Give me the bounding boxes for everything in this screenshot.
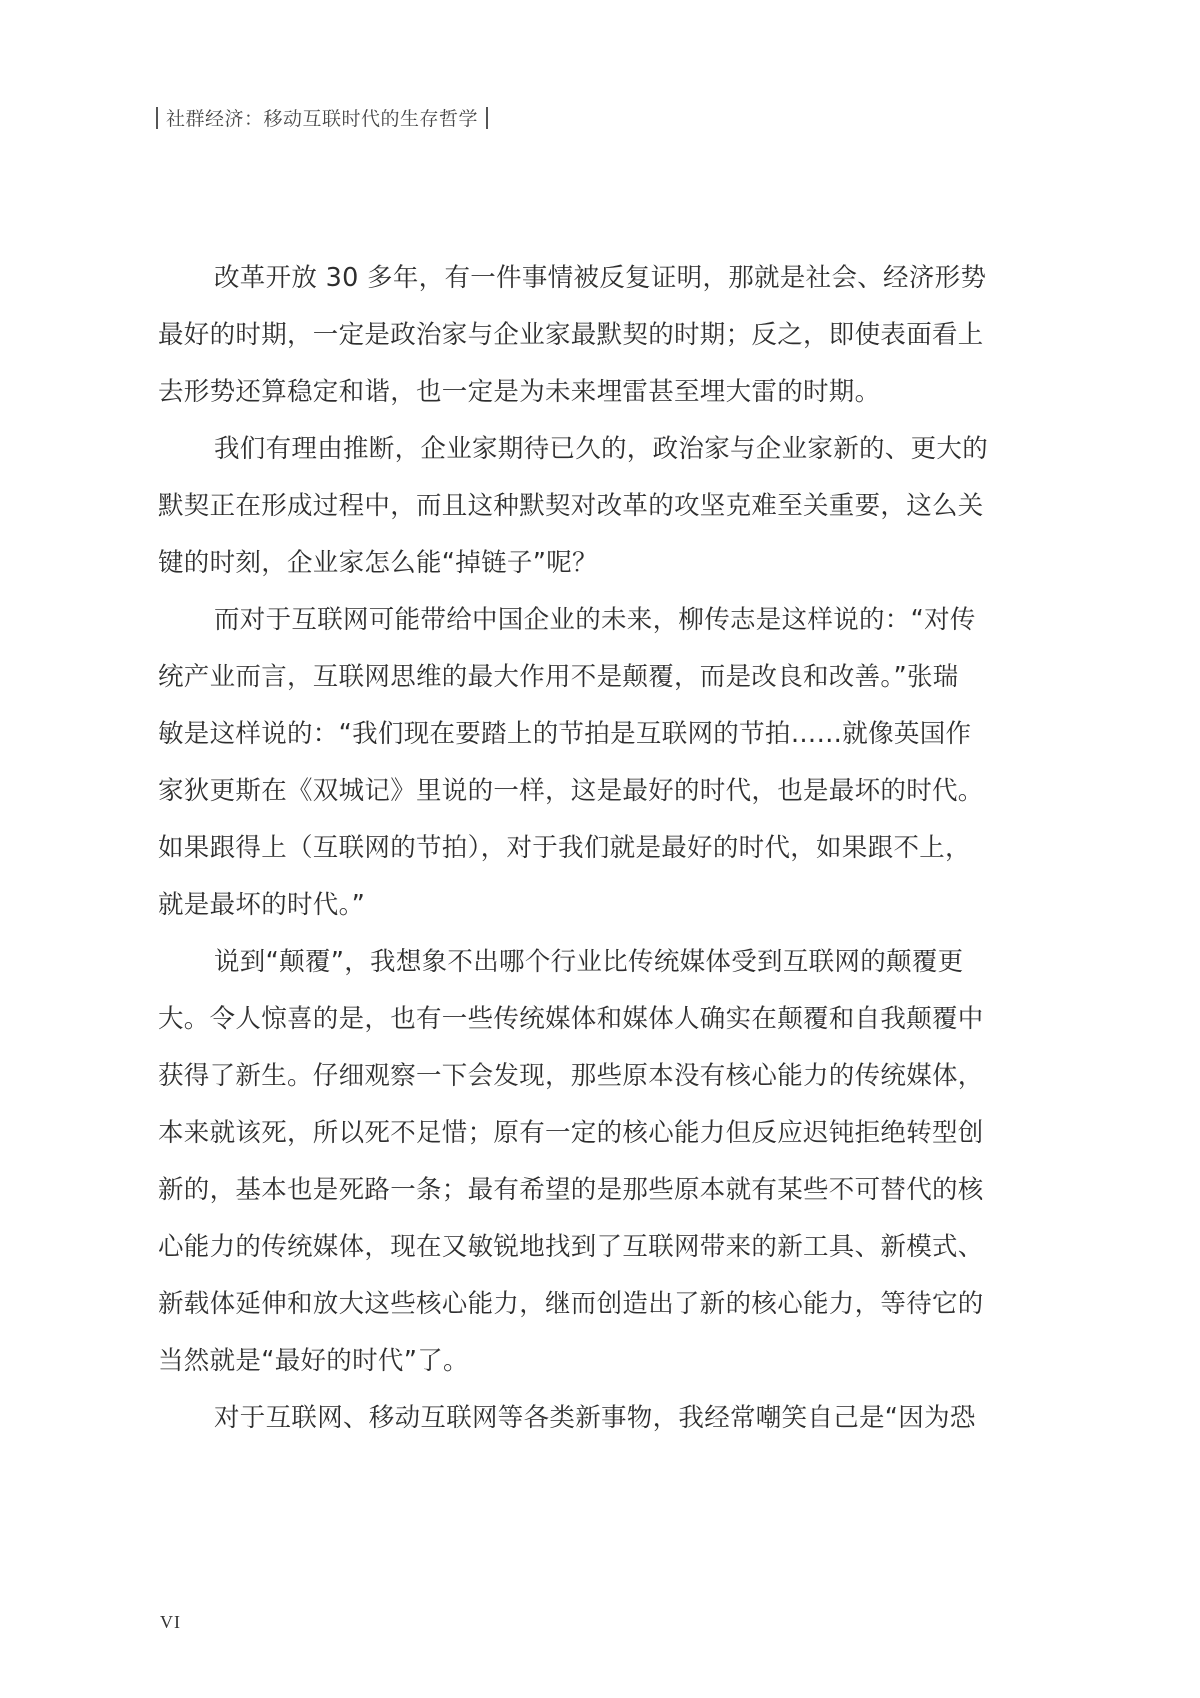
running-header	[148, 104, 496, 131]
text-line: 键的时刻，企业家怎么能“掉链子”呢？	[158, 548, 598, 578]
text-line: 新载体延伸和放大这些核心能力，继而创造出了新的核心能力，等待它的	[158, 1289, 984, 1319]
header-divider-right	[486, 107, 488, 129]
text-line: 敏是这样说的：“我们现在要踏上的节拍是互联网的节拍……就像英国作	[158, 719, 972, 749]
text-line: 而对于互联网可能带给中国企业的未来，柳传志是这样说的：“对传	[214, 605, 976, 635]
text-line: 去形势还算稳定和谐，也一定是为未来埋雷甚至埋大雷的时期。	[158, 377, 881, 407]
text-line: 统产业而言，互联网思维的最大作用不是颠覆，而是改良和改善。”张瑞	[158, 662, 959, 692]
text-line: 我们有理由推断，企业家期待已久的，政治家与企业家新的、更大的	[214, 434, 989, 464]
text-line: 如果跟得上（互联网的节拍），对于我们就是最好的时代，如果跟不上，	[158, 833, 971, 863]
text-line: 对于互联网、移动互联网等各类新事物，我经常嘲笑自己是“因为恐	[214, 1403, 976, 1433]
text-line: 大。令人惊喜的是，也有一些传统媒体和媒体人确实在颠覆和自我颠覆中	[158, 1004, 984, 1034]
text-line: 新的，基本也是死路一条；最有希望的是那些原本就有某些不可替代的核	[158, 1175, 984, 1205]
text-line: 家狄更斯在《双城记》里说的一样，这是最好的时代，也是最坏的时代。	[158, 776, 984, 806]
text-line: 默契正在形成过程中，而且这种默契对改革的攻坚克难至关重要，这么关	[158, 491, 984, 521]
text-line: 本来就该死，所以死不足惜；原有一定的核心能力但反应迟钝拒绝转型创	[158, 1118, 984, 1148]
text-line: 心能力的传统媒体，现在又敏锐地找到了互联网带来的新工具、新模式、	[158, 1232, 984, 1262]
book-title: 社群经济：移动互联时代的生存哲学	[166, 108, 479, 130]
header-divider-left	[156, 107, 158, 129]
text-line: 当然就是“最好的时代”了。	[158, 1346, 469, 1376]
text-line: 获得了新生。仔细观察一下会发现，那些原本没有核心能力的传统媒体，	[158, 1061, 984, 1091]
text-line: 改革开放 30 多年，有一件事情被反复证明，那就是社会、经济形势	[214, 263, 987, 293]
text-line: 说到“颠覆”，我想象不出哪个行业比传统媒体受到互联网的颠覆更	[214, 947, 964, 977]
text-line: 就是最坏的时代。”	[158, 890, 366, 920]
page-number: VI	[160, 1612, 181, 1632]
text-line: 最好的时期，一定是政治家与企业家最默契的时期；反之，即使表面看上	[158, 320, 984, 350]
